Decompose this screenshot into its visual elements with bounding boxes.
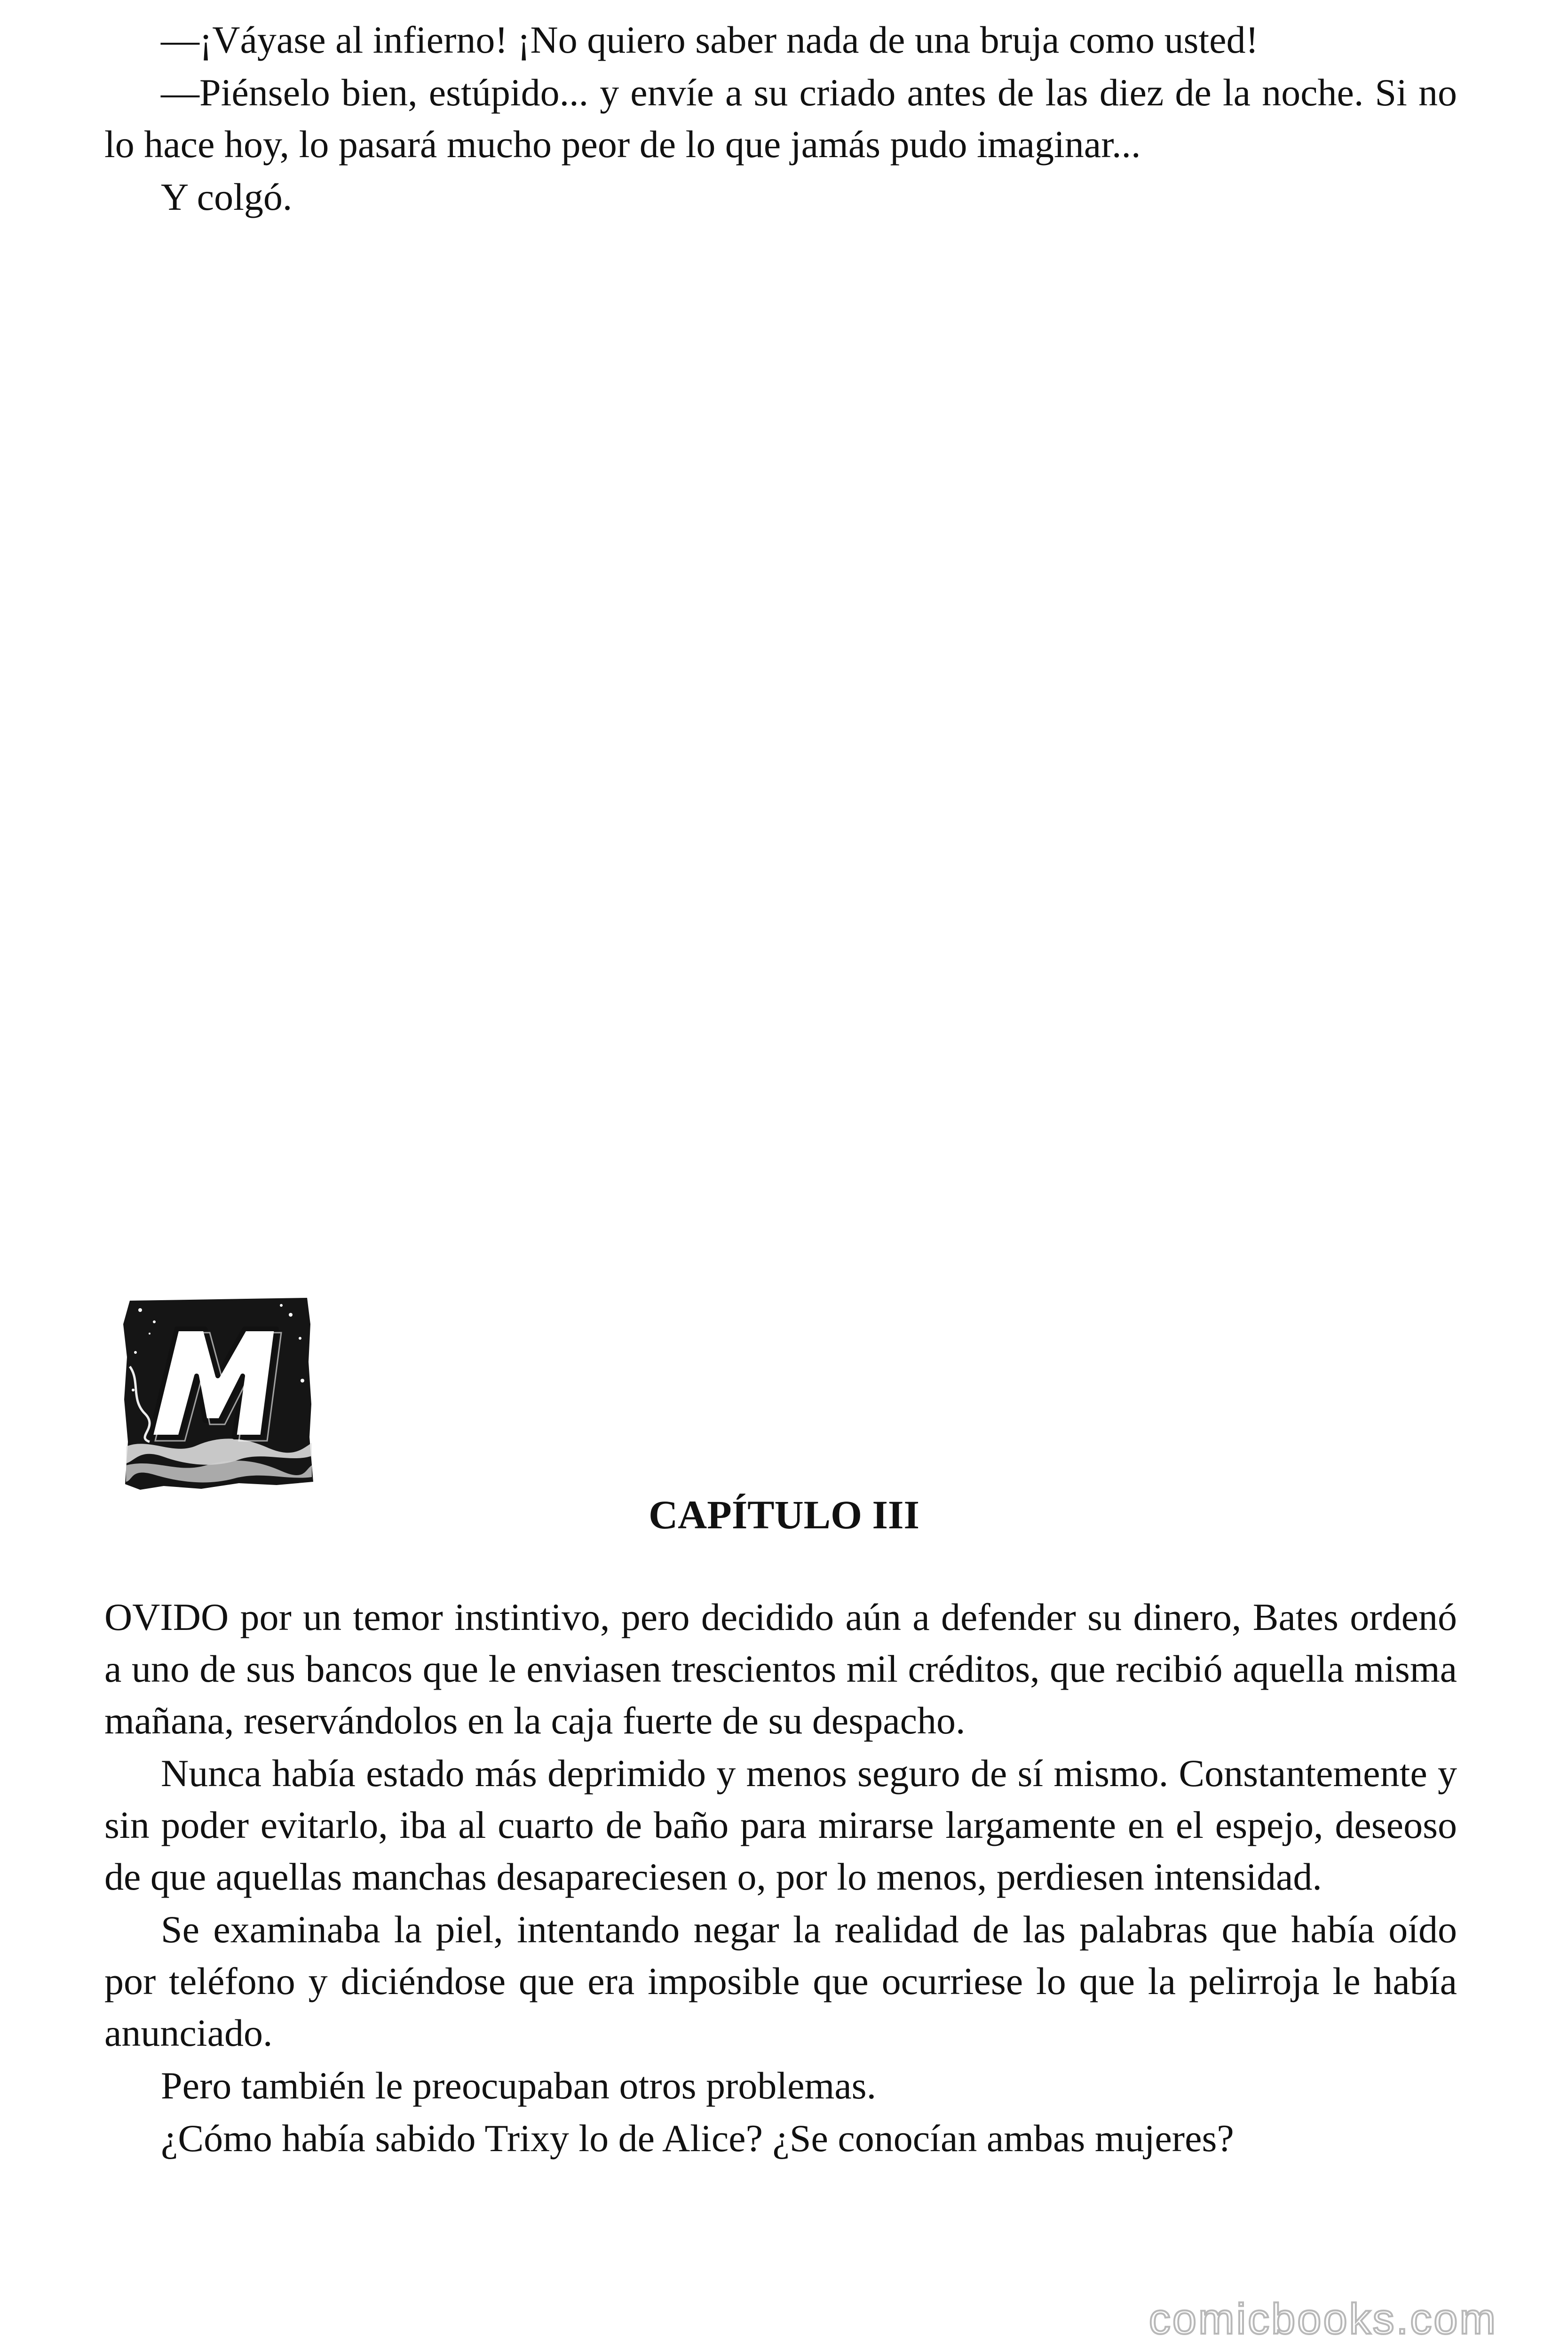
top-text-section [104, 14, 1457, 224]
paragraph: ¿Cómo había sabido Trixy lo de Alice? ¿Se conocían ambas mujeres? [161, 2117, 1234, 2160]
paragraph: OVIDO por un temor instintivo, pero decidido aún a defender su dinero, Bates ordenó a uno de sus bancos que le enviasen trescientos mil créditos, que recibió aquella misma mañana, reservándolos en la caja fuerte de su despacho. [104, 1596, 1457, 1742]
paragraph: Se examinaba la piel, intentando negar la realidad de las palabras que había oído por teléfono y diciéndose que era imposible que ocurriese lo que la pelirroja le había anunciado. [104, 1908, 1457, 2054]
paragraph: —¡Váyase al infierno! ¡No quiero saber nada de una bruja como usted! [161, 18, 1259, 61]
bottom-text-section [104, 1591, 1457, 2165]
dropcap-m-illustration [121, 1296, 314, 1494]
paragraph: —Piénselo bien, estúpido... y envíe a su criado antes de las diez de la noche. Si no lo hace hoy, lo pasará mucho peor de lo que jamás pudo imaginar... [104, 71, 1457, 166]
paragraph: Nunca había estado más deprimido y menos seguro de sí mismo. Constantemente y sin poder evitarlo, iba al cuarto de baño para mirarse largamente en el espejo, deseoso de que aquellas manchas desapareciesen o, por lo menos, perdiesen intensidad. [104, 1752, 1457, 1898]
watermark-text: comicbooks.com [1148, 2295, 1497, 2343]
chapter-title: CAPÍTULO III [649, 1492, 919, 1537]
paragraph: Y colgó. [161, 175, 293, 218]
paragraph: Pero también le preocupaban otros problemas. [161, 2064, 877, 2107]
